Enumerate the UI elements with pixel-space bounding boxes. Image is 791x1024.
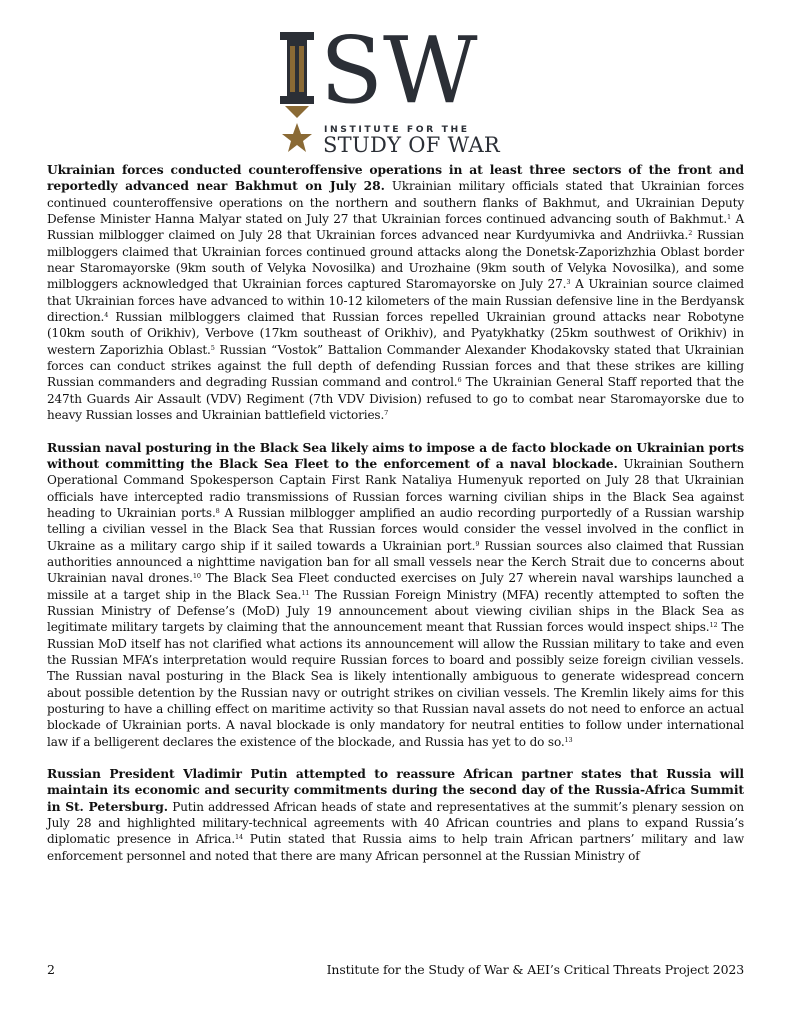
paragraph-text: A Ukrainian source claimed that Ukrainian forces have advanced to within 10-12 kilometers of the main Russian defensive line in the Berdyansk direction. xyxy=(47,277,744,325)
paragraph-text: Ukrainian military officials stated that Ukrainian forces continued counteroffensive operations on the northern and southern flanks of Bakhmut, and Ukrainian Deputy Defense Minister Hanna Malyar stated on July 27 that Ukrainian forces continued advancing south of Bakhmut. xyxy=(47,179,745,227)
footer-org: Institute for the Study of War & AEI’s Critical Threats Project 2023 xyxy=(326,962,744,977)
footnote-ref[interactable]: 6 xyxy=(457,376,462,385)
footnote-ref[interactable]: 9 xyxy=(475,539,480,548)
footnote-ref[interactable]: 2 xyxy=(688,229,693,238)
isw-logo xyxy=(276,26,516,156)
footnote-ref[interactable]: 10 xyxy=(192,572,201,581)
paragraph-text: Russian milbloggers claimed that Ukrainian forces continued ground attacks along the Donetsk-Zaporizhzhia Oblast border near Staromayorske (9km south of Velyka Novosilka) and Urozhaine (9km south of Velyka Novosilka), and some milbloggers acknowledged that Ukrainian forces captured Staromayorske on July 27. xyxy=(47,228,744,292)
page-number: 2 xyxy=(47,962,55,977)
paragraph-lead: Russian President Vladimir Putin attempted to reassure African partner states that Russia will maintain its economic and security commitments during the second day of the Russia-Africa Summit in St. Petersburg. xyxy=(47,766,744,814)
paragraph-text: Putin stated that Russia aims to help train African partners’ military and law enforcement personnel and noted that there are many African personnel at the Russian Ministry of xyxy=(47,832,744,863)
paragraph-text: Ukrainian Southern Operational Command Spokesperson Captain First Rank Nataliya Humenyuk reported on July 28 that Ukrainian officials have intercepted radio transmissions of Russian forces warning civilian ships in the Black Sea against heading to Ukrainian ports. xyxy=(47,456,744,520)
footnote-ref[interactable]: 7 xyxy=(384,409,389,418)
paragraph-text: Putin addressed African heads of state and representatives at the summit’s plenary session on July 28 and highlighted military-technical agreements with 40 African countries and plans to expand Russia’s diplomatic presence in Africa. xyxy=(47,799,745,847)
logo-line2: STUDY OF WAR xyxy=(323,133,501,156)
footnote-ref[interactable]: 14 xyxy=(235,833,243,842)
paragraph-lead: Russian naval posturing in the Black Sea likely aims to impose a de facto blockade on Ukrainian ports without committing the Black Sea Fleet to the enforcement of a naval blockade. xyxy=(47,439,744,471)
footnote-ref[interactable]: 13 xyxy=(564,735,573,744)
paragraph-text: A Russian milblogger claimed on July 28 that Ukrainian forces advanced near Kurdyumivka and Andriivka. xyxy=(47,212,744,243)
footnote-ref[interactable]: 11 xyxy=(301,588,310,597)
paragraph xyxy=(47,440,744,751)
paragraph-text: The Russian MoD itself has not clarified what actions its announcement will allow the Russian military to take and even the Russian MFA’s interpretation would require Russian forces to board and possibly seize foreign civilian vessels. The Russian naval posturing in the Black Sea is likely intentionally ambiguous to generate widespread concern about possible detention by the Russian navy or outright strikes on civilian vessels. The Kremlin likely aims for this posturing to have a chilling effect on maritime activity so that Russian naval assets do not need to enforce an actual blockade of Ukrainian ports. A naval blockade is only mandatory for neutral entities to follow under international law if a belligerent declares the existence of the blockade, and Russia has yet to do so. xyxy=(47,620,744,749)
footnote-ref[interactable]: 4 xyxy=(104,311,109,320)
footnote-ref[interactable]: 12 xyxy=(709,621,718,630)
footnote-ref[interactable]: 8 xyxy=(215,506,220,515)
paragraph-text: The Russian Foreign Ministry (MFA) recently attempted to soften the Russian Ministry of Defense’s (MoD) July 19 announcement about viewing civilian ships in the Black Sea as legitimate military targets by claiming that the announcement meant that Russian forces would inspect ships. xyxy=(47,587,745,635)
logo-line1: INSTITUTE FOR THE xyxy=(324,124,470,135)
paragraph-text: Russian “Vostok” Battalion Commander Alexander Khodakovsky stated that Ukrainian forces can conduct strikes against the full depth of defending Russian forces and that these strikes are killing Russian commanders and degrading Russian command and control. xyxy=(47,342,744,390)
footnote-ref[interactable]: 3 xyxy=(566,278,571,287)
paragraph-text: The Ukrainian General Staff reported that the 247th Guards Air Assault (VDV) Regiment (7th VDV Division) refused to go to combat near Staromayorske due to heavy Russian losses and Ukrainian battlefield victories. xyxy=(47,375,745,423)
footnote-ref[interactable]: 5 xyxy=(210,343,215,352)
star-icon xyxy=(282,123,312,152)
paragraph xyxy=(47,766,744,864)
paragraph xyxy=(47,162,744,424)
paragraph-text: The Black Sea Fleet conducted exercises on July 27 wherein naval warships launched a missile at a target ship in the Black Sea. xyxy=(47,571,745,602)
logo-letters: SW xyxy=(320,26,478,124)
footnote-ref[interactable]: 1 xyxy=(727,213,731,222)
paragraph-text: A Russian milblogger amplified an audio recording purportedly of a Russian warship telling a civilian vessel in the Black Sea that Russian forces would consider the vessel involved in the conflict in Ukraine as a military cargo ship if it sailed towards a Ukrainian port. xyxy=(47,505,744,553)
report-body xyxy=(47,162,744,880)
paragraph-lead: Ukrainian forces conducted counteroffensive operations in at least three sectors of the front and reportedly advanced near Bakhmut on July 28. xyxy=(47,162,744,194)
paragraph-text: Russian sources also claimed that Russian authorities announced a nighttime navigation ban for all small vessels near the Kerch Strait due to concerns about Ukrainian naval drones. xyxy=(47,538,744,586)
paragraph-text: Russian milbloggers claimed that Russian forces repelled Ukrainian ground attacks near Robotyne (10km south of Orikhiv), Verbove (17km southeast of Orikhiv), and Pyatykhatky (25km southwest of Orikhiv) in western Zaporizhia Oblast. xyxy=(47,310,744,357)
